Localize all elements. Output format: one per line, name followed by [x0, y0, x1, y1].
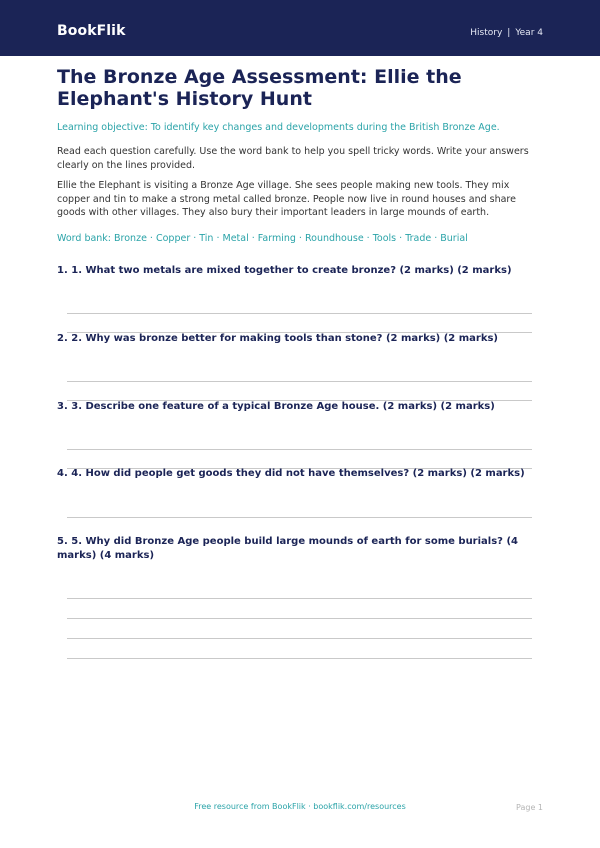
- word-bank: Word bank: Bronze · Copper · Tin · Metal · Farming · Roundhouse · Tools · Trade · Burial: [57, 233, 468, 244]
- answer-line-q5-1[interactable]: [67, 598, 532, 599]
- breadcrumb: [470, 28, 543, 38]
- breadcrumb-subject[interactable]: History: [470, 28, 503, 38]
- header-bar: [0, 0, 600, 56]
- question-2: 2. 2. Why was bronze better for making tools than stone? (2 marks) (2 marks): [57, 333, 499, 344]
- breadcrumb-separator: |: [507, 28, 511, 38]
- answer-line-q1-1[interactable]: [67, 313, 532, 314]
- breadcrumb-year[interactable]: Year 4: [515, 28, 543, 38]
- page-number: Page 1: [516, 803, 543, 812]
- question-1: 1. 1. What two metals are mixed together to create bronze? (2 marks) (2 marks): [57, 265, 512, 276]
- answer-line-q2-1[interactable]: [67, 381, 532, 382]
- footer-resource-link[interactable]: Free resource from BookFlik · bookflik.com/resources: [194, 802, 406, 811]
- answer-line-q4-1[interactable]: [67, 517, 532, 518]
- page-title: The Bronze Age Assessment: Ellie the Elephant's History Hunt: [57, 66, 462, 110]
- brand-logo[interactable]: BookFlik: [57, 23, 126, 39]
- answer-line-q5-2[interactable]: [67, 618, 532, 619]
- answer-line-q3-1[interactable]: [67, 449, 532, 450]
- question-4: 4. 4. How did people get goods they did not have themselves? (2 marks) (2 marks): [57, 468, 525, 479]
- question-5: 5. 5. Why did Bronze Age people build large mounds of earth for some burials? (4 marks) (4 marks): [57, 536, 518, 561]
- question-3: 3. 3. Describe one feature of a typical Bronze Age house. (2 marks) (2 marks): [57, 401, 495, 412]
- learning-objective: Learning objective: To identify key changes and developments during the British Bronze Age.: [57, 122, 500, 133]
- story-passage: Ellie the Elephant is visiting a Bronze Age village. She sees people making new tools. They mix copper and tin to make a strong metal called bronze. People now live in round houses and share goods with other villages. They also bury their important leaders in large mounds of earth.: [57, 180, 516, 218]
- instructions-text: Read each question carefully. Use the word bank to help you spell tricky words. Write your answers clearly on the lines provided.: [57, 146, 529, 171]
- answer-line-q5-3[interactable]: [67, 638, 532, 639]
- answer-line-q5-4[interactable]: [67, 658, 532, 659]
